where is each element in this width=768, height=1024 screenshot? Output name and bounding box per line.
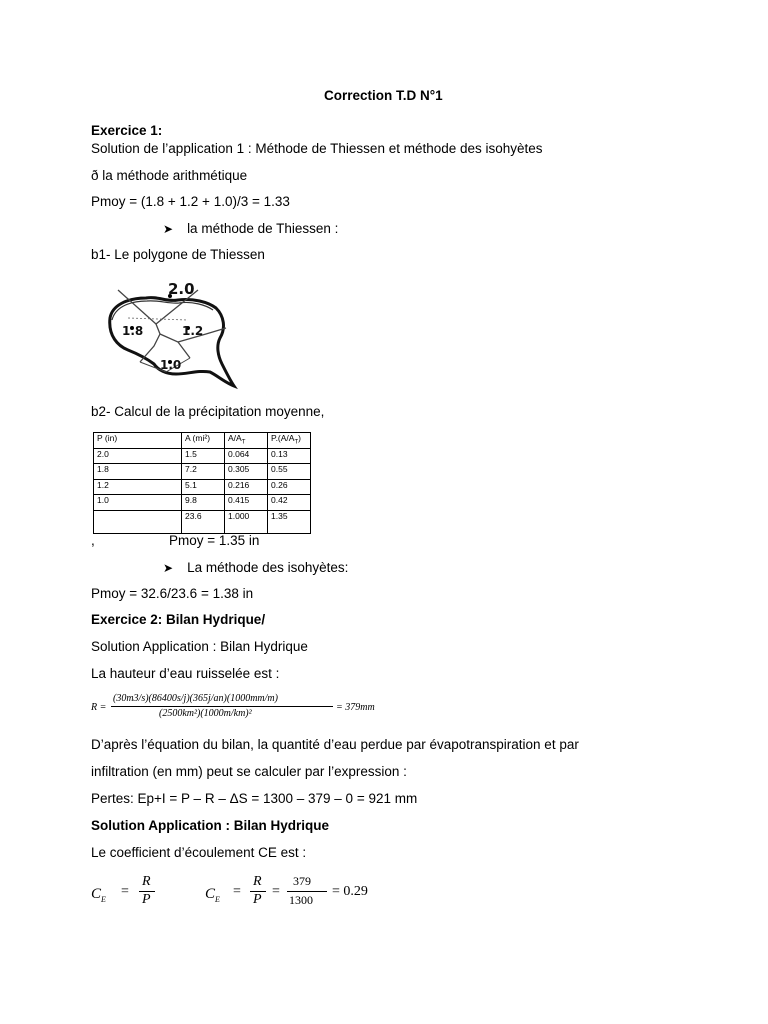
table-cell: 0.305 (225, 464, 268, 480)
table-cell: 7.2 (182, 464, 225, 480)
ce-p: P (142, 892, 151, 907)
ce-c: $C_E$ (91, 886, 106, 904)
fraction-bar (287, 891, 327, 892)
table-cell: 0.064 (225, 448, 268, 464)
thiessen-polygon-sketch (98, 276, 243, 394)
isohyet-heading-text: La méthode des isohyètes: (187, 560, 349, 575)
table-row (94, 479, 311, 495)
table-cell: 5.1 (182, 479, 225, 495)
ce-eq-sign: = (233, 884, 241, 899)
ce-eq-sign: = (121, 884, 129, 899)
header-a: A (mi²) (182, 433, 225, 449)
exercise1-heading: Exercice 1: (91, 123, 163, 138)
runoff-denominator: (2500km²)(1000m/km)² (159, 708, 252, 719)
exercise2-solution: Solution Application : Bilan Hydrique (91, 639, 308, 654)
table-cell: 0.216 (225, 479, 268, 495)
bilan-line-1: D’après l’équation du bilan, la quantité d’eau perdue par évapotranspiration et par (91, 737, 579, 752)
table-cell: 9.8 (182, 495, 225, 511)
table-cell: 0.26 (268, 479, 311, 495)
table-header-row (94, 433, 311, 449)
isohyet-result: Pmoy = 32.6/23.6 = 1.38 in (91, 586, 254, 601)
comma: , (91, 533, 95, 548)
runoff-numerator: (30m3/s)(86400s/j)(365j/an)(1000mm/m) (113, 693, 278, 704)
table-cell: 2.0 (94, 448, 182, 464)
header-p: P (in) (94, 433, 182, 449)
table-row (94, 464, 311, 480)
fraction-bar (111, 706, 333, 707)
table-cell: 1.5 (182, 448, 225, 464)
ce-result: = 0.29 (332, 884, 368, 899)
table-cell: 1.35 (268, 510, 311, 533)
exercise1-solution: Solution de l’application 1 : Méthode de Thiessen et méthode des isohyètes (91, 141, 543, 156)
thiessen-result: Pmoy = 1.35 in (169, 533, 260, 548)
bilan-line-2: infiltration (en mm) peut se calculer par l’expression : (91, 764, 407, 779)
isohyet-heading (163, 560, 348, 575)
table-cell: 1.000 (225, 510, 268, 533)
table-cell: 0.42 (268, 495, 311, 511)
arithmetic-method: ð la méthode arithmétique (91, 168, 248, 183)
table-cell: 1.8 (94, 464, 182, 480)
sketch-label-1-2: 1.2 (182, 324, 204, 338)
b1-label: b1- Le polygone de Thiessen (91, 247, 265, 262)
arithmetic-result: Pmoy = (1.8 + 1.2 + 1.0)/3 = 1.33 (91, 194, 290, 209)
table-cell: 1.0 (94, 495, 182, 511)
runoff-intro: La hauteur d’eau ruisselée est : (91, 666, 280, 681)
table-cell: 1.2 (94, 479, 182, 495)
table-cell: 0.55 (268, 464, 311, 480)
header-p-a-at: $P.(A/A_T)$ (268, 433, 311, 449)
ce-den: 1300 (289, 893, 313, 907)
ce-num: 379 (293, 874, 311, 888)
table-row (94, 495, 311, 511)
thiessen-heading (163, 221, 338, 236)
sketch-label-2-0: 2.0 (168, 280, 195, 298)
sketch-label-1-0: 1.0 (160, 358, 182, 372)
precipitation-table (93, 432, 311, 534)
runoff-lhs: R = (91, 702, 107, 713)
ce-p: P (253, 892, 262, 907)
ce-c: $C_E$ (205, 886, 220, 904)
bullet-arrow-icon: ➤ (163, 222, 174, 236)
ce-r: R (253, 874, 262, 889)
table-cell (94, 510, 182, 533)
header-a-at: $A/A_T$ (225, 433, 268, 449)
title: Correction T.D N°1 (324, 88, 443, 103)
exercise2-heading: Exercice 2: Bilan Hydrique/ (91, 612, 266, 627)
thiessen-heading-text: la méthode de Thiessen : (187, 221, 339, 236)
runoff-result: = 379mm (336, 702, 375, 713)
exercise2-solution-bold: Solution Application : Bilan Hydrique (91, 818, 329, 833)
table-cell: 23.6 (182, 510, 225, 533)
ce-r: R (142, 874, 151, 889)
bullet-arrow-icon: ➤ (163, 561, 174, 575)
sketch-label-1-8: 1.8 (122, 324, 144, 338)
pertes-line: Pertes: Ep+I = P – R – ΔS = 1300 – 379 – 0 = 921 mm (91, 791, 418, 806)
table-cell: 0.13 (268, 448, 311, 464)
ce-intro: Le coefficient d’écoulement CE est : (91, 845, 307, 860)
table-total-row (94, 510, 311, 533)
ce-eq-sign-2: = (272, 884, 280, 899)
table-row (94, 448, 311, 464)
table-cell: 0.415 (225, 495, 268, 511)
b2-label: b2- Calcul de la précipitation moyenne, (91, 404, 325, 419)
